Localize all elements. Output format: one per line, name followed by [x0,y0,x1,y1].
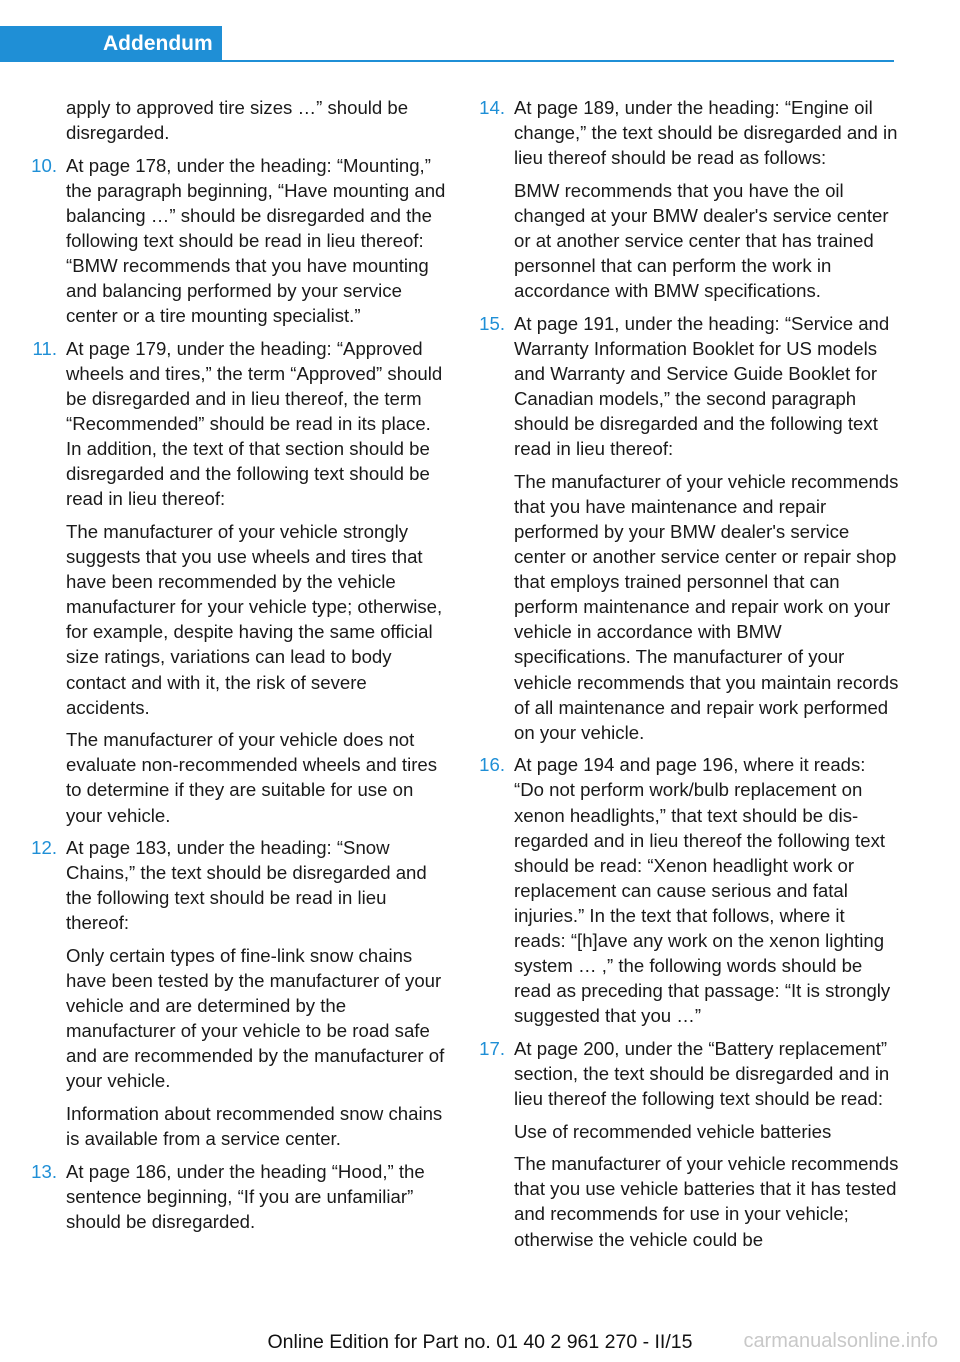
list-item-16 [479,752,900,1028]
item-number: 14. [479,97,505,118]
watermark: carmanualsonline.info [743,1330,938,1352]
item-paragraph: At page 191, under the heading: “Service and Warranty Information Booklet for US models and Warranty and Service Guide Booklet for Canadian models,” the second paragraph should be disregarded and the following text read in lieu thereof: [514,312,890,460]
item-number: 10. [31,154,57,176]
section-tab [0,26,222,62]
item-paragraph: Information about recommended snow chains is available from a service center. [66,1103,443,1150]
item-paragraph: BMW recommends that you have the oil changed at your BMW dealer's service center or at another service center that has trained personnel that can perform the work in accordance with BMW specifications. [514,179,889,302]
left-column [31,95,450,1242]
list-item-15 [479,311,900,745]
item-subheading: Use of recommended vehicle batteries [514,1120,832,1142]
list-item-12 [31,835,450,1151]
header-rule [222,60,894,62]
item-number: 12. [31,837,57,859]
item-number: 13. [31,1160,57,1182]
item-paragraph: The manufacturer of your vehicle recommends that you use vehicle batteries that it has tested and recommends for use in your vehicle; otherwise the vehicle could be [514,1153,899,1250]
list-item-14 [479,95,900,303]
continuation-text: apply to approved tire sizes …” should be disregarded. [66,97,409,144]
list-item-13 [31,1159,450,1234]
item-paragraph: At page 179, under the heading: “Approved wheels and tires,” the term “Approved” should be disregarded and in lieu thereof, the term “Recommended” should be read in its place. In addition, the text of that section should be disregarded and the following text should be read in lieu thereof: [66,337,443,510]
list-item-17 [479,1036,900,1252]
item-paragraph: The manufacturer of your vehicle does not evaluate non-recommended wheels and tires to determine if they are suitable for use on your vehicle. [66,729,438,826]
item-paragraph: Only certain types of fine-link snow chains have been tested by the manufacturer of your vehicle and are determined by the manufacturer of your vehicle to be road safe and are recommended by the manufacturer of your vehicle. [66,945,445,1092]
item-number: 16. [479,754,505,776]
list-item-10 [31,153,450,329]
item-paragraph: At page 178, under the heading: “Mounting,” the paragraph beginning, “Have mounting and balancing …” should be disregarded and the following text should be read in lieu thereof: “BMW recommends that you have mounting and balancing performed by your service center or a tire mounting specialist.” [66,154,446,327]
item-paragraph: The manufacturer of your vehicle strongly suggests that you use wheels and tires that have been recommended by the vehicle manufacturer for your vehicle type; otherwise, for example, despite having the same official size ratings, variations can lead to body contact and with it, the risk of severe accidents. [66,521,443,718]
item-paragraph: At page 186, under the heading “Hood,” the sentence beginning, “If you are unfamiliar” should be disregarded. [66,1160,425,1232]
continuation-item [66,95,450,145]
list-item-11 [32,336,450,828]
footer-edition-text: Online Edition for Part no. 01 40 2 961 270 - II/15 [267,1331,693,1353]
item-paragraph: At page 189, under the heading: “Engine oil change,” the text should be disregarded and in lieu thereof should be read as follows: [514,97,898,169]
item-paragraph: The manufacturer of your vehicle recommends that you have maintenance and repair performed by your BMW dealer's service center or another service center or repair shop that employs trained personnel that can perform maintenance and repair work on your vehicle in accordance with BMW specifications. The manufacturer of your vehicle recommends that you maintain records of all maintenance and repair work performed on your vehicle. [514,470,899,743]
item-paragraph: At page 200, under the “Battery replacement” section, the text should be disregarded and in lieu thereof the following text should be read: [514,1037,890,1110]
item-number: 17. [479,1037,505,1059]
right-column [479,95,900,1259]
item-number: 11. [32,337,57,359]
item-paragraph: At page 194 and page 196, where it reads: “Do not perform work/bulb replacement on xenon headlights,” that text should be disregarded and in lieu thereof the following text should be read: “Xenon headlight work or replacement can cause serious and fatal injuries.” In the text that follows, where it reads: “[h]ave any work on the xenon lighting system … ,” the following words should be read as preceding that passage: “It is strongly suggested that you …” [514,754,891,1027]
item-paragraph: At page 183, under the heading: “Snow Chains,” the text should be disregarded and the following text should be read in lieu thereof: [66,837,427,934]
section-title: Addendum [103,32,213,55]
item-number: 15. [479,312,505,334]
